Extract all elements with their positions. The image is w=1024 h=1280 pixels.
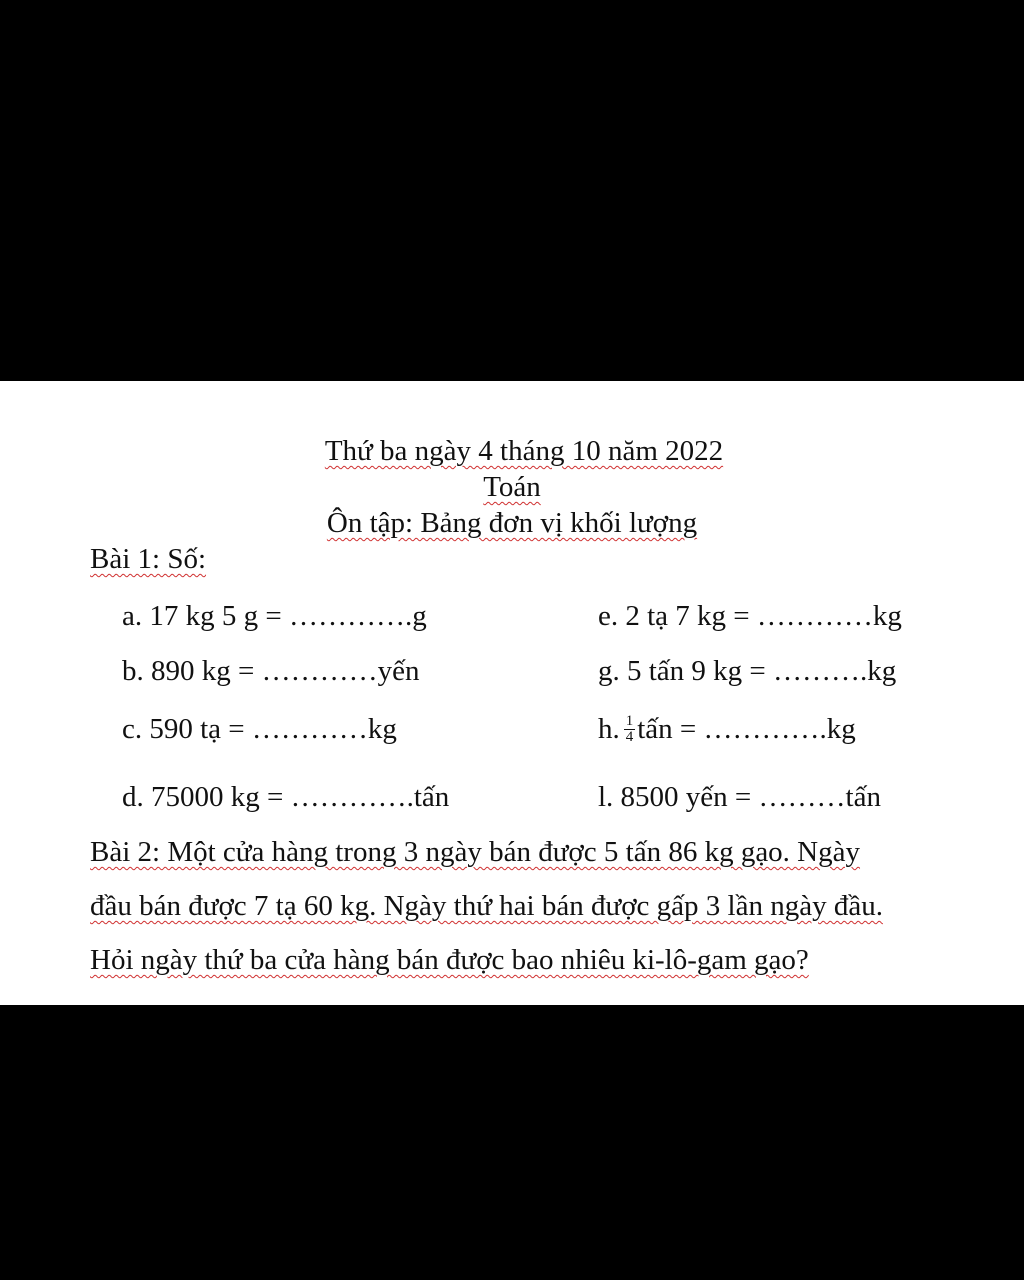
subject-text: Toán: [483, 471, 541, 503]
fraction-numerator: 1: [625, 712, 634, 729]
exercise2-line-3-text: Hỏi ngày thứ ba cửa hàng bán được bao nhiêu ki-lô-gam gạo?: [90, 944, 809, 976]
lesson-text: Ôn tập: Bảng đơn vị khối lượng: [326, 507, 698, 539]
date-text: Thứ ba ngày 4 tháng 10 năm 2022: [324, 435, 724, 467]
exercise-item-h-suffix: tấn = ………….kg: [637, 713, 856, 745]
exercise-item-h: [598, 711, 856, 747]
exercise-item-g: g. 5 tấn 9 kg = ……….kg: [598, 655, 897, 687]
lesson-title: [0, 505, 1024, 541]
exercise-item-a: a. 17 kg 5 g = ………….g: [122, 600, 427, 632]
exercise-item-e: e. 2 tạ 7 kg = …………kg: [598, 600, 902, 632]
date-line: [12, 433, 1024, 469]
letterbox-top: [0, 0, 1024, 381]
exercise2-line-3: [90, 942, 970, 978]
letterbox-bottom: [0, 1005, 1024, 1280]
worksheet-page: [0, 381, 1024, 1005]
fraction: [624, 714, 636, 745]
exercise2-line-2: [90, 888, 970, 924]
exercise-item-c: c. 590 tạ = …………kg: [122, 713, 397, 745]
exercise-item-h-prefix: h.: [598, 713, 620, 745]
exercise1-heading: [90, 541, 206, 577]
exercise-item-b: b. 890 kg = …………yến: [122, 655, 420, 687]
exercise2-line-1: [90, 834, 970, 870]
subject-title: [0, 469, 1024, 505]
fraction-denominator: 4: [625, 728, 634, 745]
exercise-item-d: d. 75000 kg = ………….tấn: [122, 781, 450, 813]
exercise1-heading-text: Bài 1: Số:: [90, 543, 207, 575]
exercise-item-l: l. 8500 yến = ………tấn: [598, 781, 881, 813]
exercise2-line-2-text: đầu bán được 7 tạ 60 kg. Ngày thứ hai bán được gấp 3 lần ngày đầu.: [90, 890, 883, 922]
exercise2-line-1-text: Bài 2: Một cửa hàng trong 3 ngày bán được 5 tấn 86 kg gạo. Ngày: [90, 836, 861, 868]
